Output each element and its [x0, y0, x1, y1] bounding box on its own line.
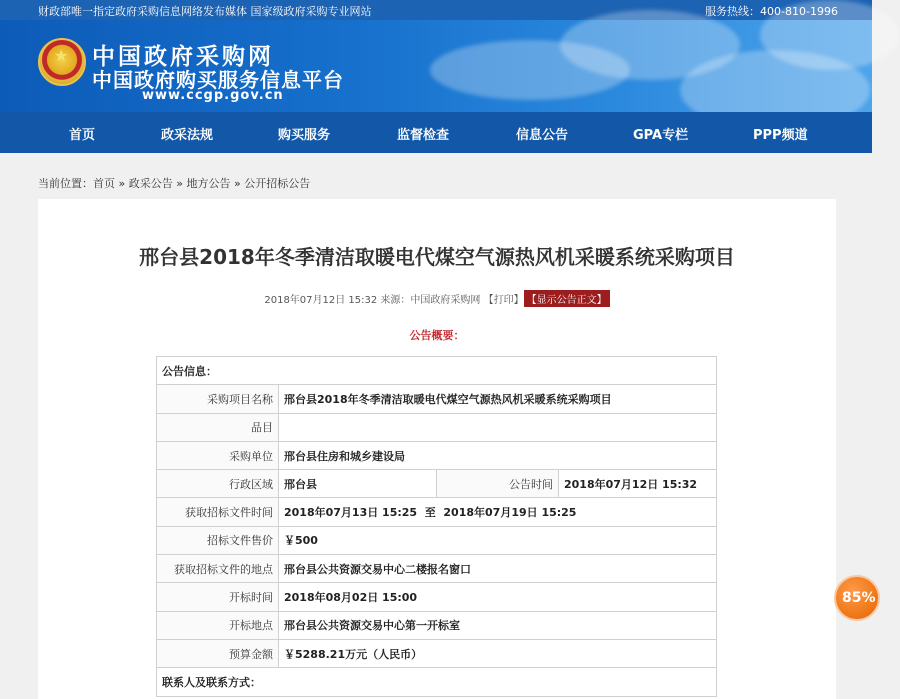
site-subtitle: 中国政府购买服务信息平台: [92, 68, 344, 92]
service-hotline: 服务热线：400-810-1996: [705, 5, 838, 18]
project-name: 邢台县2018年冬季清洁取暖电代煤空气源热风机采暖系统采购项目: [279, 385, 717, 413]
breadcrumb: [38, 175, 310, 191]
nav-item-gpa[interactable]: GPA专栏: [633, 128, 689, 143]
field-label: 招标文件售价: [157, 526, 279, 554]
field-label: 开标时间: [157, 583, 279, 611]
table-row: [157, 526, 717, 554]
field-label: 预算金额: [157, 639, 279, 667]
table-row: [157, 470, 717, 498]
table-row: [157, 413, 717, 441]
table-row: [157, 639, 717, 667]
article-card: [38, 199, 836, 699]
doc-place-value: 邢台县公共资源交易中心二楼报名窗口: [279, 555, 717, 583]
doc-time-value: 2018年07月13日 15:25 至 2018年07月19日 15:25: [279, 498, 717, 526]
main-nav: [0, 112, 872, 153]
summary-label: 公告概要：: [409, 329, 465, 342]
nav-item-purchase-services[interactable]: 购买服务: [278, 128, 331, 143]
notice-info-table: [156, 356, 717, 697]
contact-section-title: 联系人及联系方式：: [157, 668, 717, 696]
item-value: [279, 413, 717, 441]
nav-item-notices[interactable]: 信息公告: [516, 128, 569, 143]
open-place-value: 邢台县公共资源交易中心第一开标室: [279, 611, 717, 639]
notice-time-value: 2018年07月12日 15:32: [559, 470, 717, 498]
nav-item-supervision[interactable]: 监督检查: [397, 128, 450, 143]
site-url: www.ccgp.gov.cn: [142, 88, 284, 103]
breadcrumb-gov-notices[interactable]: 政采公告: [128, 177, 173, 190]
field-label: 获取招标文件时间: [157, 498, 279, 526]
open-time-value: 2018年08月02日 15:00: [279, 583, 717, 611]
article-meta: [38, 290, 836, 307]
site-banner: [0, 20, 872, 112]
table-row: [157, 668, 717, 696]
tagline: 财政部唯一指定政府采购信息网络发布媒体 国家级政府采购专业网站: [38, 5, 372, 18]
breadcrumb-separator: »: [233, 177, 241, 190]
nav-item-regulations[interactable]: 政采法规: [161, 128, 214, 143]
region-value: 邢台县: [279, 470, 437, 498]
national-emblem-icon[interactable]: ★: [38, 38, 86, 86]
field-label: 采购单位: [157, 441, 279, 469]
nav-item-home[interactable]: 首页: [69, 128, 96, 143]
field-label: 采购项目名称: [157, 385, 279, 413]
breadcrumb-home[interactable]: 首页: [93, 177, 115, 190]
doc-price-value: ￥500: [279, 526, 717, 554]
table-row: [157, 611, 717, 639]
field-label: 开标地点: [157, 611, 279, 639]
table-row: [157, 441, 717, 469]
site-name[interactable]: 中国政府采购网: [92, 44, 274, 70]
breadcrumb-prefix: 当前位置：: [38, 177, 93, 190]
show-notice-body-button[interactable]: 【显示公告正文】: [524, 290, 610, 307]
breadcrumb-local-notices[interactable]: 地方公告: [186, 177, 231, 190]
nav-item-ppp[interactable]: PPP频道: [753, 128, 808, 143]
field-label: 品目: [157, 413, 279, 441]
table-row: [157, 583, 717, 611]
buyer-value: 邢台县住房和城乡建设局: [279, 441, 717, 469]
field-label: 行政区域: [157, 470, 279, 498]
article-title: 邢台县2018年冬季清洁取暖电代煤空气源热风机采暖系统采购项目: [139, 245, 735, 269]
table-row: [157, 555, 717, 583]
top-bar: [0, 0, 872, 20]
zoom-level-badge[interactable]: 85%: [834, 575, 880, 621]
breadcrumb-separator: »: [118, 177, 126, 190]
table-row: [157, 385, 717, 413]
breadcrumb-open-tender[interactable]: 公开招标公告: [244, 177, 311, 190]
budget-value: ￥5288.21万元（人民币）: [279, 639, 717, 667]
article-date-source: 2018年07月12日 15:32 来源：中国政府采购网 【打印】: [264, 295, 524, 306]
breadcrumb-separator: »: [176, 177, 183, 190]
table-row: [157, 498, 717, 526]
field-label: 公告时间: [437, 470, 559, 498]
field-label: 获取招标文件的地点: [157, 555, 279, 583]
table-row: [157, 357, 717, 385]
section-title: 公告信息：: [157, 357, 717, 385]
